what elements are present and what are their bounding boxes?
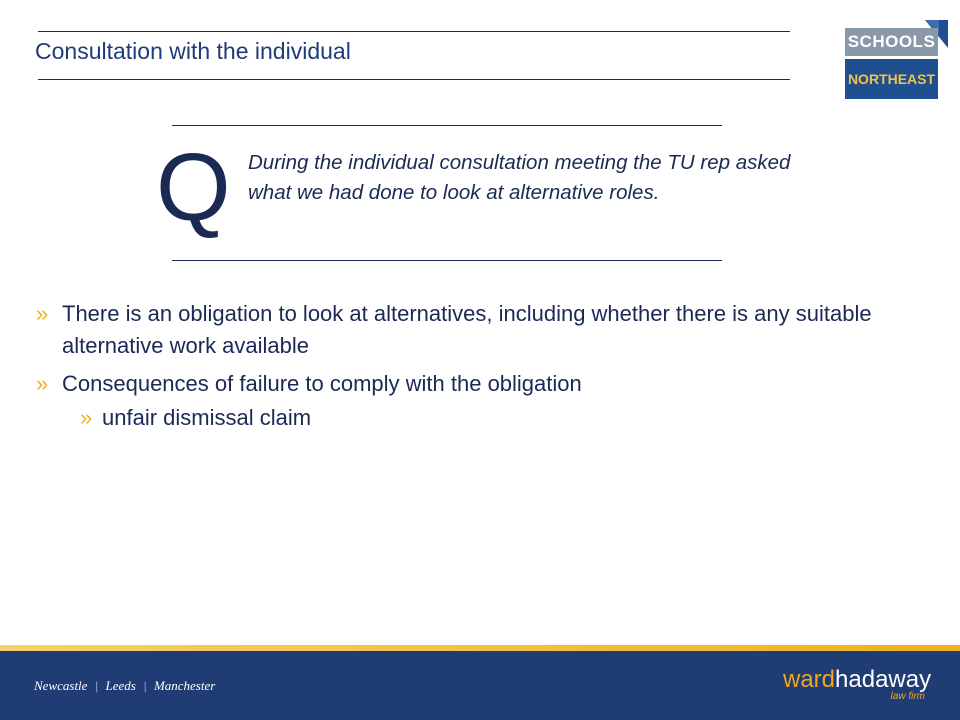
logo-northeast-text: NORTHEAST — [845, 59, 938, 99]
title-bottom-rule — [38, 79, 790, 80]
footer-cities — [34, 678, 215, 694]
brand-hadaway: hadaway — [835, 666, 932, 693]
question-bottom-rule — [172, 260, 722, 261]
brand-ward: ward — [783, 666, 836, 693]
bullet-item — [36, 298, 951, 362]
bullet-text: There is an obligation to look at alternatives, including whether there is any suitable alternative work available — [62, 301, 872, 358]
slide-title: Consultation with the individual — [35, 38, 351, 64]
bullet-marker: » — [80, 405, 93, 430]
city-separator: | — [143, 678, 147, 693]
schools-northeast-logo — [845, 20, 948, 99]
city-newcastle: Newcastle — [34, 678, 88, 693]
question-text: During the individual consultation meeting the TU rep asked what we had done to look at alternative roles. — [248, 151, 791, 204]
bullet-item — [36, 368, 936, 400]
city-manchester: Manchester — [153, 678, 216, 693]
city-separator: | — [94, 678, 99, 693]
ward-hadaway-logo — [783, 667, 933, 707]
brand-law-firm: law firm — [890, 691, 925, 702]
sub-bullet-item — [80, 402, 780, 434]
ward-hadaway-wordmark — [783, 667, 933, 693]
title-top-rule — [38, 31, 790, 32]
city-leeds: Leeds — [105, 678, 136, 693]
bullet-marker: » — [36, 301, 49, 326]
logo-schools-text: SCHOOLS — [845, 28, 938, 56]
question-top-rule — [172, 125, 722, 126]
question-letter: Q — [156, 134, 231, 241]
bullet-marker: » — [36, 371, 49, 396]
bullet-text: unfair dismissal claim — [102, 405, 312, 430]
bullet-text: Consequences of failure to comply with the obligation — [62, 371, 582, 396]
footer-bar — [0, 651, 960, 720]
